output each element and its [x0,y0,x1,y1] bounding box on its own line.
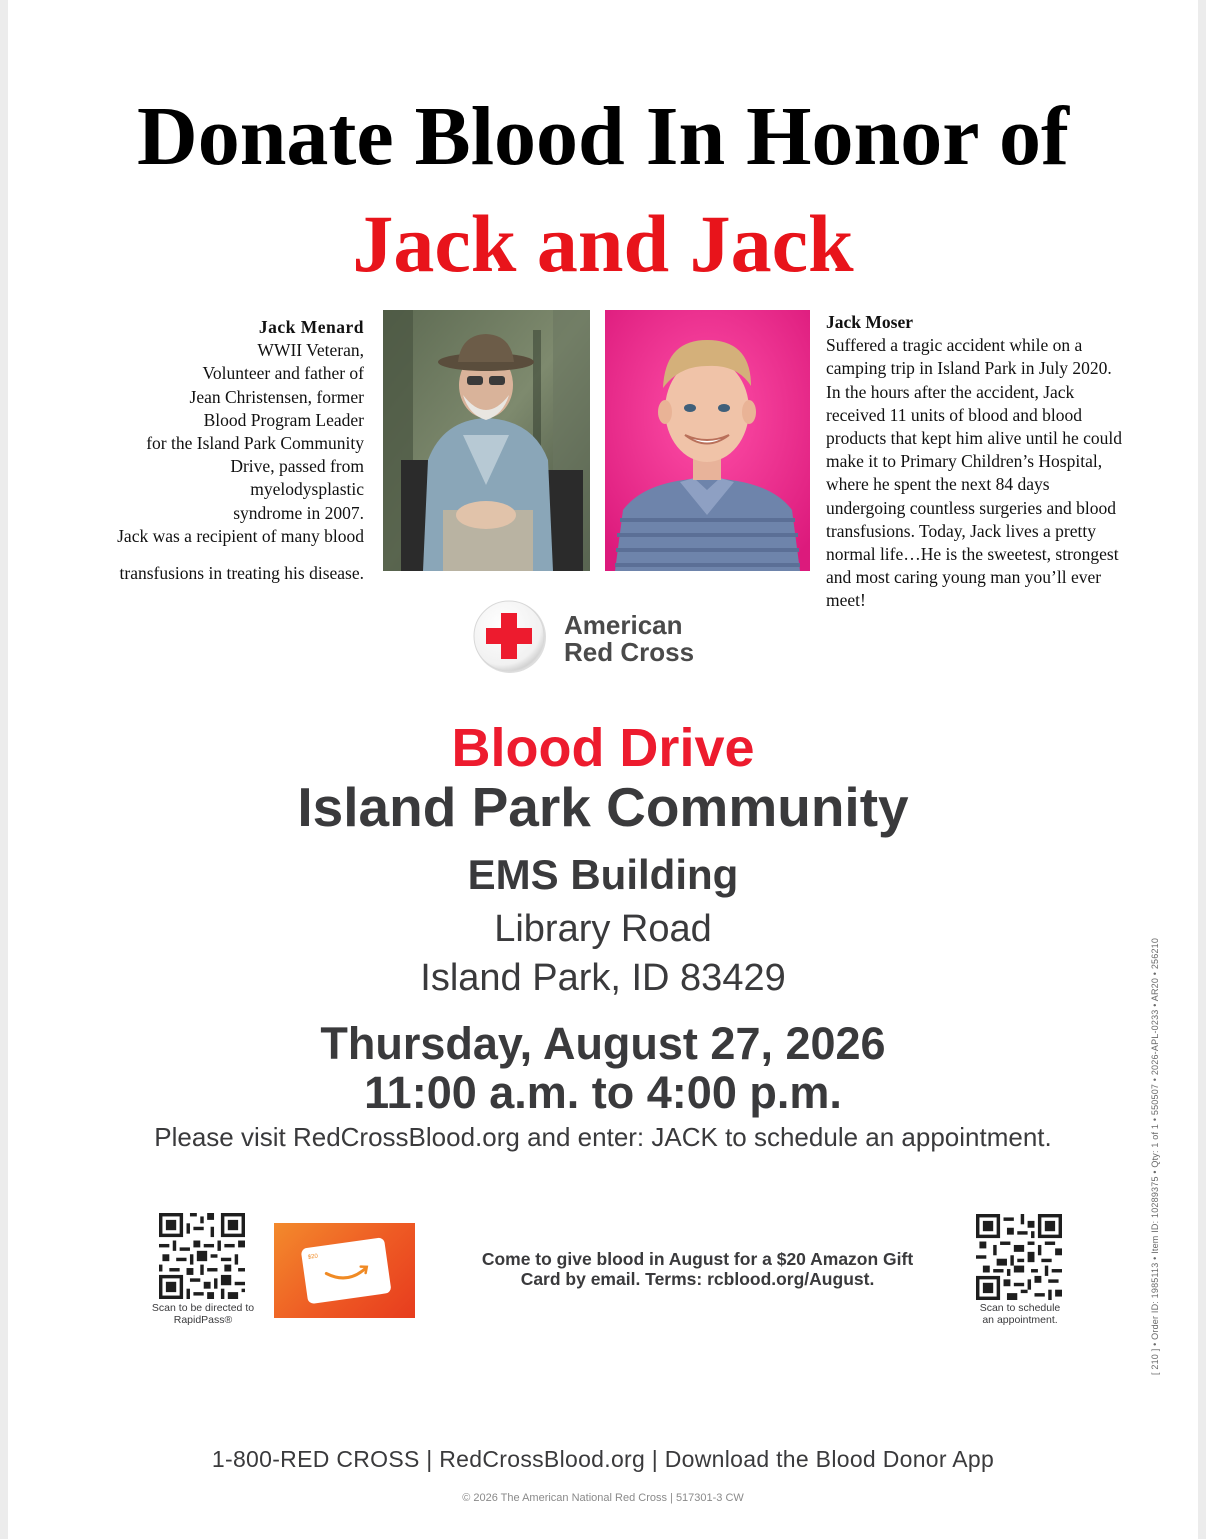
red-cross-icon [472,600,552,680]
bio-line: make it to Primary Children’s Hospital, [826,451,1103,472]
bio-line: Drive, passed from [230,456,364,477]
gift-card-icon [274,1223,415,1318]
bio-line: In the hours after the accident, Jack [826,381,1075,402]
event-visit-instructions: Please visit RedCrossBlood.org and enter: JACK to schedule an appointment. [154,1122,1052,1152]
bio-line: undergoing countless surgeries and blood [826,497,1117,518]
qr-code-rapidpass-icon[interactable] [159,1213,245,1299]
qr-caption-line: an appointment. [982,1313,1058,1326]
bio-line: Jean Christensen, former [189,386,364,407]
promo-line: Card by email. Terms: rcblood.org/August. [520,1269,875,1289]
qr-caption-line: Scan to be directed to [151,1302,255,1314]
flyer-title: Donate Blood In Honor of [137,90,1069,183]
bio-line: camping trip in Island Park in July 2020. [826,358,1112,379]
promo-line: Come to give blood in August for a $20 Amazon Gift [481,1249,914,1269]
footer-copyright: © 2026 The American National Red Cross | 517301-3 CW [462,1492,744,1504]
bio-line: Suffered a tragic accident while on a [826,335,1083,356]
bio-line: Volunteer and father of [202,363,364,384]
qr-caption-schedule [955,1303,1085,1326]
bio-line: for the Island Park Community [146,433,364,454]
bio-name: Jack Menard [258,317,364,337]
flyer-subtitle-names: Jack and Jack [352,198,854,289]
bio-line: where he spent the next 84 days [826,474,1050,495]
bio-line: and most caring young man you’ll ever [826,567,1102,588]
event-community: Island Park Community [297,776,909,838]
portrait-boy-image [605,310,810,571]
event-building: EMS Building [467,851,739,898]
bio-line: meet! [826,590,866,611]
bio-jack-moser [826,311,1166,613]
logo-wordmark [564,612,694,666]
bio-line: syndrome in 2007. [233,502,364,523]
event-date: Thursday, August 27, 2026 [320,1018,886,1069]
event-street: Library Road [494,908,712,950]
qr-caption-line: Scan to schedule [979,1302,1061,1314]
logo-line-1: American [564,610,683,640]
bio-name: Jack Moser [826,312,913,332]
bio-line: myelodysplastic [250,479,364,500]
event-city: Island Park, ID 83429 [420,957,786,999]
photo-jack-menard [383,310,590,571]
bio-line: WWII Veteran, [257,340,364,361]
promo-text [430,1249,965,1289]
qr-caption-rapidpass [130,1303,276,1326]
qr-code-schedule-icon[interactable] [976,1214,1062,1300]
print-order-code: [ 210 ] • Order ID: 1985113 • Item ID: 10289375 • Qty: 1 of 1 • 550507 • 2026-APL-0233 • AR20 • 256210 [1150,937,1160,1375]
portrait-elderly-man-image [383,310,590,571]
bio-line: Jack was a recipient of many blood [117,525,364,546]
logo-line-2: Red Cross [564,637,695,667]
bio-line: products that kept him alive until he could [826,428,1122,449]
event-time: 11:00 a.m. to 4:00 p.m. [364,1067,842,1118]
photo-jack-moser [605,310,810,571]
red-cross-logo [472,600,732,680]
gift-card-amount: $20 [307,1253,319,1261]
bio-line: received 11 units of blood and blood [826,404,1082,425]
bio-line: transfusions. Today, Jack lives a pretty [826,520,1096,541]
event-title: Blood Drive [451,718,755,778]
amazon-gift-card-graphic [274,1223,415,1318]
bio-line: normal life…He is the sweetest, strongest [826,544,1119,565]
qr-caption-line: RapidPass® [173,1313,233,1326]
footer-contact: 1-800-RED CROSS | RedCrossBlood.org | Download the Blood Donor App [211,1446,995,1472]
bio-line: transfusions in treating his disease. [119,563,364,584]
bio-line: Blood Program Leader [203,409,364,430]
bio-jack-menard [70,316,364,585]
